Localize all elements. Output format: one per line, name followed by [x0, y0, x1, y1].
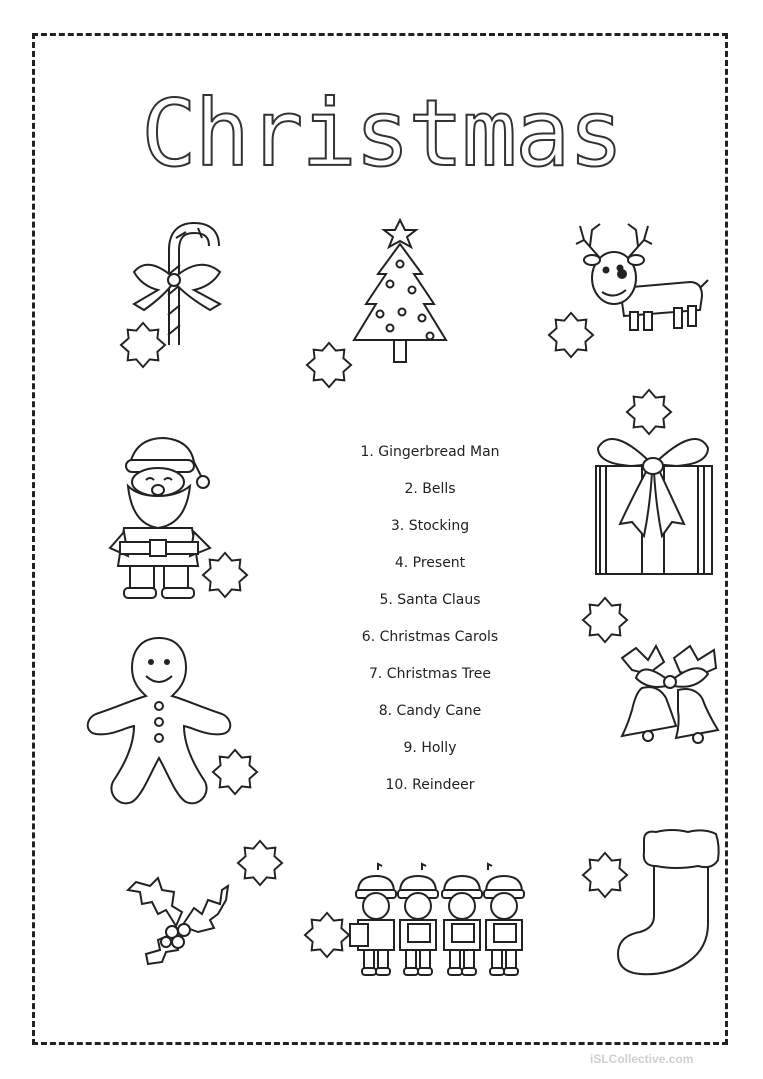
- vocabulary-item: 1. Gingerbread Man: [360, 444, 500, 460]
- holly-icon: [122, 876, 232, 966]
- vocabulary-item: 7. Christmas Tree: [368, 666, 491, 682]
- answer-box[interactable]: [625, 388, 673, 436]
- answer-box[interactable]: [201, 551, 249, 599]
- answer-box[interactable]: [119, 321, 167, 369]
- answer-box[interactable]: [305, 341, 353, 389]
- vocabulary-list: [330, 440, 530, 810]
- christmas-tree-icon: [350, 218, 450, 370]
- vocabulary-item: 9. Holly: [403, 740, 457, 756]
- answer-box[interactable]: [211, 748, 259, 796]
- stocking-icon: [612, 826, 724, 978]
- present-icon: [592, 428, 717, 578]
- answer-box[interactable]: [581, 596, 629, 644]
- santa-claus-icon: [106, 432, 216, 602]
- answer-box[interactable]: [581, 851, 629, 899]
- worksheet-title: Christmas: [141, 80, 622, 187]
- carol-singers-icon: [350, 862, 530, 980]
- answer-box[interactable]: [547, 311, 595, 359]
- bells-icon: [618, 644, 723, 744]
- answer-box[interactable]: [236, 839, 284, 887]
- watermark: iSLCollective.com: [590, 1052, 694, 1066]
- vocabulary-item: 6. Christmas Carols: [361, 629, 499, 645]
- vocabulary-item: 3. Stocking: [390, 518, 470, 534]
- vocabulary-item: 2. Bells: [404, 481, 456, 497]
- vocabulary-item: 10. Reindeer: [385, 777, 475, 793]
- answer-box[interactable]: [303, 911, 351, 959]
- vocabulary-item: 5. Santa Claus: [379, 592, 481, 608]
- vocabulary-item: 8. Candy Cane: [378, 703, 482, 719]
- vocabulary-item: 4. Present: [394, 555, 466, 571]
